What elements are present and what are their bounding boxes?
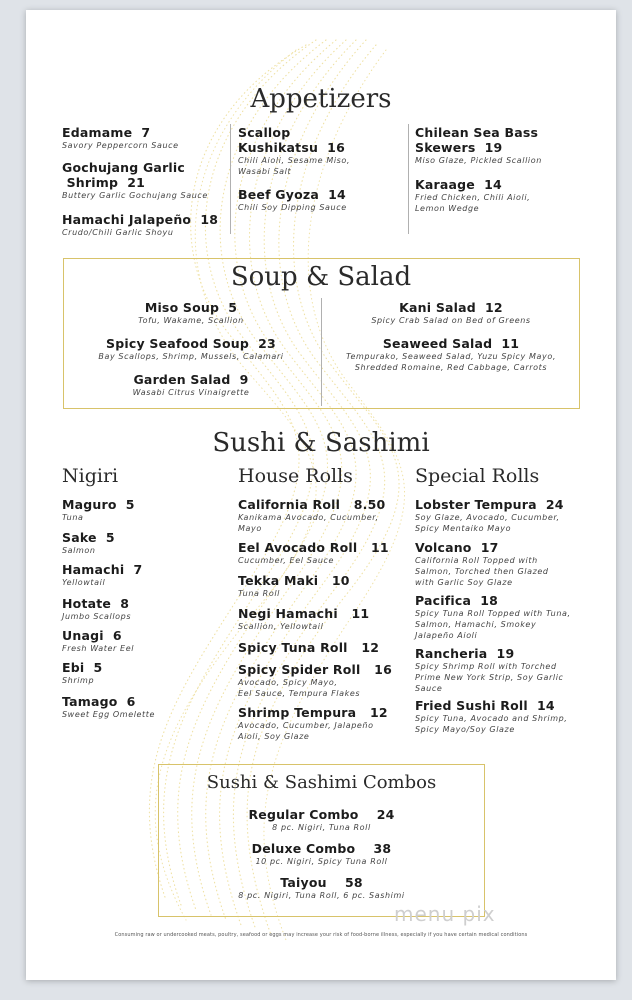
sushi-sashimi-title: Sushi & Sashimi: [212, 428, 430, 458]
item-price: 16: [327, 140, 345, 155]
item-name: Tekka Maki: [238, 573, 319, 588]
item-desc: Shrimp: [62, 676, 95, 685]
list-item: [66, 336, 316, 362]
item-name: Sake: [62, 530, 97, 545]
item-price: 12: [361, 640, 380, 655]
item-price: 24: [545, 497, 564, 512]
item-price: 16: [374, 662, 392, 677]
item-price: 11: [371, 540, 389, 555]
item-name: Hamachi: [62, 562, 125, 577]
list-item: [238, 497, 385, 534]
item-desc: Bay Scallops, Shrimp, Mussels, Calamari: [98, 352, 284, 361]
item-name: Garden Salad: [133, 372, 231, 387]
item-name: Chilean Sea Bass: [415, 125, 539, 140]
list-item: [66, 300, 316, 326]
nigiri-title: Nigiri: [62, 465, 119, 487]
item-name: California Roll: [238, 497, 341, 512]
item-name: Hotate: [62, 596, 112, 611]
item-price: 21: [127, 175, 145, 190]
house-rolls-title: House Rolls: [238, 465, 353, 487]
item-name: Spicy Tuna Roll: [238, 640, 348, 655]
list-item: [62, 212, 218, 238]
column-divider: [408, 124, 409, 234]
item-price: 19: [484, 140, 503, 155]
item-desc-line2: Spicy Mentaiko Mayo: [415, 524, 512, 533]
list-item: [415, 125, 542, 166]
column-divider: [230, 124, 231, 234]
item-name: Karaage: [415, 177, 475, 192]
item-name: Unagi: [62, 628, 104, 643]
item-desc: Tuna Roll: [238, 589, 280, 598]
special-rolls-title: Special Rolls: [415, 465, 540, 487]
soup-salad-right: [326, 300, 576, 373]
item-price: 18: [200, 212, 219, 227]
item-name: Ebi: [62, 660, 85, 675]
item-desc: Savory Peppercorn Sauce: [62, 141, 179, 150]
list-item: [62, 160, 208, 201]
item-name: Kani Salad: [399, 300, 476, 315]
item-desc: Soy Glaze, Avocado, Cucumber,: [415, 513, 560, 522]
item-desc: Buttery Garlic Gochujang Sauce: [62, 191, 208, 200]
item-name: Spicy Seafood Soup: [106, 336, 250, 351]
item-desc-line2: Lemon Wedge: [415, 204, 480, 213]
item-name-line2: Kushikatsu: [238, 140, 319, 155]
list-item: [415, 497, 564, 534]
item-name-line2: Skewers: [415, 140, 476, 155]
list-item: [415, 646, 564, 694]
item-price: 14: [328, 187, 346, 202]
list-item: [238, 662, 392, 699]
item-price: 6: [112, 628, 122, 643]
item-price: 5: [125, 497, 135, 512]
list-item: [415, 698, 567, 735]
item-desc: Wasabi Citrus Vinaigrette: [132, 388, 250, 397]
item-price: 9: [239, 372, 249, 387]
item-price: 8.50: [353, 497, 386, 512]
item-name: Shrimp Tempura: [238, 705, 357, 720]
item-desc: Spicy Shrimp Roll with Torched: [415, 662, 557, 671]
list-item: [62, 530, 115, 556]
item-desc: Kanikama Avocado, Cucumber,: [238, 513, 379, 522]
item-name: Scallop: [238, 125, 291, 140]
item-desc-line2: Shredded Romaine, Red Cabbage, Carrots: [354, 363, 548, 372]
item-name: Rancheria: [415, 646, 488, 661]
item-desc: Avocado, Spicy Mayo,: [238, 678, 338, 687]
item-name: Beef Gyoza: [238, 187, 319, 202]
item-name: Spicy Spider Roll: [238, 662, 361, 677]
list-item: [62, 694, 155, 720]
item-desc: 10 pc. Nigiri, Spicy Tuna Roll: [255, 857, 388, 866]
item-price: 23: [258, 336, 276, 351]
item-desc: Jumbo Scallops: [62, 612, 132, 621]
item-desc: Fried Chicken, Chili Aioli,: [415, 193, 531, 202]
item-desc: 8 pc. Nigiri, Tuna Roll: [272, 823, 371, 832]
item-name: Regular Combo: [248, 807, 359, 822]
list-item: [326, 336, 576, 373]
item-price: 18: [480, 593, 499, 608]
item-name: Hamachi Jalapeño: [62, 212, 192, 227]
item-price: 11: [351, 606, 370, 621]
menu-page: [26, 10, 616, 980]
item-desc-line2: Mayo: [238, 524, 262, 533]
list-item: [238, 573, 350, 599]
item-desc: Cucumber, Eel Sauce: [238, 556, 335, 565]
item-price: 24: [376, 807, 395, 822]
item-name: Miso Soup: [144, 300, 220, 315]
item-price: 11: [501, 336, 520, 351]
list-item: [62, 497, 135, 523]
list-item: [415, 177, 530, 214]
item-name: Lobster Tempura: [415, 497, 537, 512]
item-desc-line2: Prime New York Strip, Soy Garlic: [415, 673, 564, 682]
disclaimer: Consuming raw or undercooked meats, poultry, seafood or eggs may increase your risk of food-borne illness, especially if you have certain medical conditions: [114, 932, 528, 938]
item-name: Negi Hamachi: [238, 606, 338, 621]
item-desc: California Roll Topped with: [415, 556, 538, 565]
item-desc: Spicy Crab Salad on Bed of Greens: [371, 316, 531, 325]
item-desc-line2: Aioli, Soy Glaze: [238, 732, 310, 741]
column-divider: [321, 298, 322, 406]
appetizers-title: Appetizers: [250, 84, 392, 114]
item-desc: Fresh Water Eel: [62, 644, 135, 653]
list-item: [326, 300, 576, 326]
item-price: 10: [331, 573, 350, 588]
item-desc: Yellowtail: [62, 578, 106, 587]
item-desc: Chili Aioli, Sesame Miso,: [238, 156, 351, 165]
list-item: [62, 628, 134, 654]
list-item: [238, 540, 389, 566]
list-item: [62, 596, 131, 622]
list-item: [238, 640, 379, 655]
item-desc: Crudo/Chili Garlic Shoyu: [62, 228, 174, 237]
item-price: 14: [484, 177, 502, 192]
item-price: 5: [228, 300, 238, 315]
list-item: [158, 807, 485, 833]
item-desc-line2: Salmon, Hamachi, Smokey: [415, 620, 537, 629]
item-desc: Avocado, Cucumber, Jalapeño: [238, 721, 374, 730]
item-name: Seaweed Salad: [382, 336, 493, 351]
soup-salad-title: Soup & Salad: [230, 262, 412, 292]
item-price: 14: [536, 698, 555, 713]
item-price: 12: [485, 300, 503, 315]
item-name: Deluxe Combo: [251, 841, 356, 856]
item-name: Taiyou: [280, 875, 327, 890]
list-item: [158, 841, 485, 867]
item-price: 19: [496, 646, 515, 661]
list-item: [158, 875, 485, 901]
item-name: Gochujang Garlic: [62, 160, 186, 175]
list-item: [238, 187, 347, 213]
item-desc: Sweet Egg Omelette: [62, 710, 156, 719]
item-desc: Miso Glaze, Pickled Scallion: [415, 156, 542, 165]
soup-salad-left: [66, 300, 316, 398]
item-desc-line2: Spicy Mayo/Soy Glaze: [415, 725, 515, 734]
item-price: 17: [480, 540, 499, 555]
item-price: 5: [105, 530, 115, 545]
item-desc: Tuna: [62, 513, 84, 522]
list-item: [66, 372, 316, 398]
list-item: [238, 705, 388, 742]
item-price: 38: [373, 841, 392, 856]
item-desc: Tofu, Wakame, Scallion: [138, 316, 244, 325]
list-item: [62, 660, 102, 686]
list-item: [62, 125, 179, 151]
combos-title: Sushi & Sashimi Combos: [206, 772, 437, 793]
item-price: 7: [141, 125, 151, 140]
list-item: [415, 593, 571, 641]
item-desc-line2: Salmon, Torched then Glazed: [415, 567, 549, 576]
list-item: [238, 125, 350, 177]
item-desc: Scallion, Yellowtail: [238, 622, 324, 631]
item-name: Edamame: [62, 125, 133, 140]
watermark: menu pix: [394, 902, 496, 926]
item-name: Eel Avocado Roll: [238, 540, 358, 555]
item-desc: Spicy Tuna Roll Topped with Tuna,: [415, 609, 571, 618]
item-desc: 8 pc. Nigiri, Tuna Roll, 6 pc. Sashimi: [238, 891, 405, 900]
item-desc: Tempurako, Seaweed Salad, Yuzu Spicy Mayo,: [345, 352, 556, 361]
item-desc-line3: with Garlic Soy Glaze: [415, 578, 513, 587]
item-desc-line2: Wasabi Salt: [238, 167, 292, 176]
item-desc-line2: Eel Sauce, Tempura Flakes: [238, 689, 361, 698]
item-name: Pacifica: [415, 593, 472, 608]
item-desc-line3: Jalapeño Aioli: [415, 631, 478, 640]
item-price: 58: [344, 875, 363, 890]
item-desc-line3: Sauce: [415, 684, 443, 693]
item-price: 8: [120, 596, 130, 611]
item-desc: Salmon: [62, 546, 96, 555]
item-name: Volcano: [415, 540, 472, 555]
list-item: [415, 540, 549, 588]
item-price: 6: [126, 694, 136, 709]
item-name-line2: Shrimp: [66, 175, 119, 190]
item-desc: Spicy Tuna, Avocado and Shrimp,: [415, 714, 568, 723]
list-item: [62, 562, 142, 588]
combos-list: [158, 807, 485, 901]
item-price: 7: [133, 562, 143, 577]
item-name: Maguro: [62, 497, 117, 512]
item-name: Tamago: [62, 694, 118, 709]
item-desc: Chili Soy Dipping Sauce: [238, 203, 347, 212]
list-item: [238, 606, 369, 632]
item-name: Fried Sushi Roll: [415, 698, 528, 713]
item-price: 5: [93, 660, 103, 675]
item-price: 12: [369, 705, 388, 720]
